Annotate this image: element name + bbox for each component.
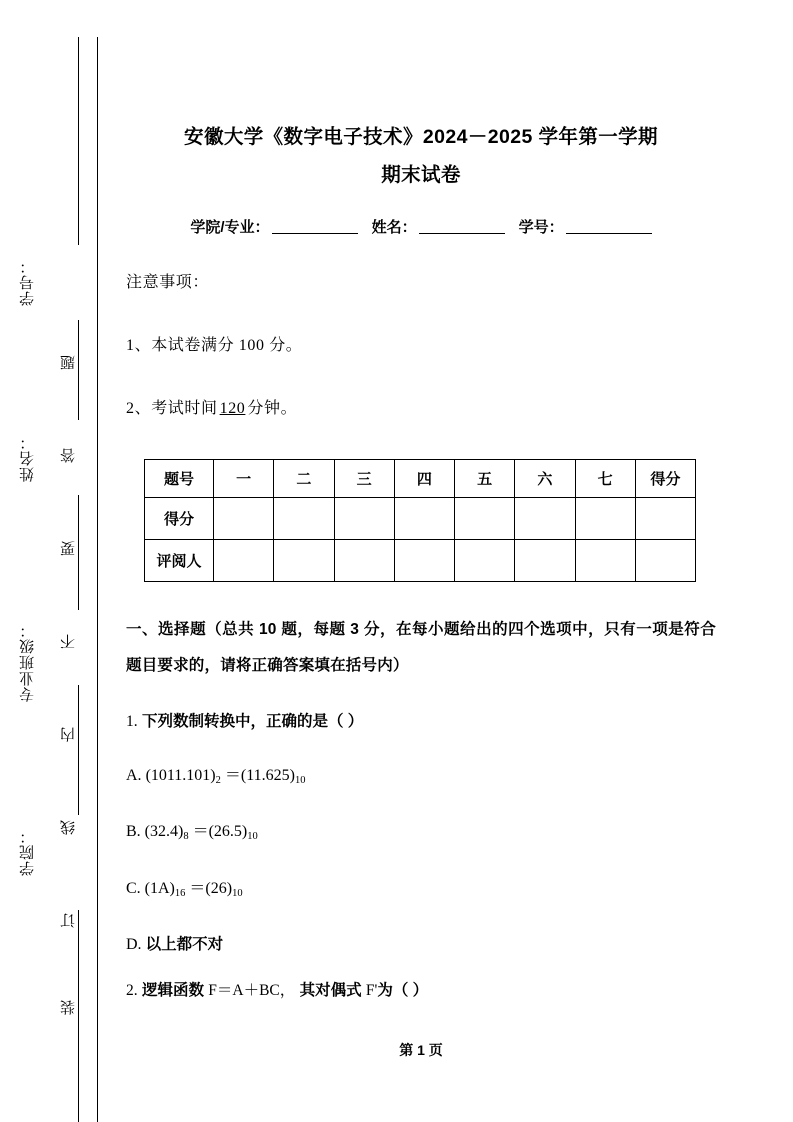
question-2-text-2: 其对偶式 xyxy=(299,982,362,999)
question-1-stem xyxy=(126,684,716,730)
reviewer-cell[interactable] xyxy=(274,540,334,582)
reviewer-cell[interactable] xyxy=(635,540,695,582)
margin-field-college-label: 学院： xyxy=(19,828,36,876)
option-b-equals: ＝ xyxy=(192,823,209,840)
table-row xyxy=(145,498,696,540)
field-college-major-blank[interactable] xyxy=(272,218,358,234)
margin-field-rule-5 xyxy=(78,910,79,1122)
page-number-text: 第 1 页 xyxy=(399,1042,443,1058)
score-cell[interactable] xyxy=(274,498,334,540)
option-b-rhs-sub: 10 xyxy=(247,831,258,842)
field-student-id-blank[interactable] xyxy=(566,218,652,234)
score-cell[interactable] xyxy=(515,498,575,540)
slogan-char-text: 线 xyxy=(61,820,77,835)
option-c-letter: C. xyxy=(126,879,141,897)
margin-field-student-id xyxy=(0,258,56,306)
option-a-rhs: (11.625) xyxy=(240,766,295,784)
margin-field-name xyxy=(0,434,56,482)
score-table-row-header: 得分 xyxy=(145,498,214,540)
slogan-char-text: 装 xyxy=(61,1000,77,1015)
slogan-char-text: 内 xyxy=(61,727,77,742)
score-table xyxy=(144,459,696,582)
reviewer-cell[interactable] xyxy=(455,540,515,582)
option-a-lhs: (1011.101) xyxy=(145,766,216,784)
field-college-major xyxy=(190,216,269,237)
option-a-lhs-sub: 2 xyxy=(215,774,221,786)
question-2-text-1: 逻辑函数 xyxy=(141,982,204,999)
score-table-col-header: 三 xyxy=(334,460,394,498)
slogan-char xyxy=(62,634,86,649)
page-title-line-1: 安徽大学《数字电子技术》2024－2025 学年第一学期 xyxy=(184,126,658,148)
reviewer-cell[interactable] xyxy=(575,540,635,582)
field-student-id-label: 学号： xyxy=(518,219,564,236)
notice-heading: 注意事项： xyxy=(126,274,210,291)
field-name-label: 姓名： xyxy=(371,219,417,236)
question-1-option-b[interactable] xyxy=(126,786,716,843)
page-title xyxy=(126,0,716,194)
margin-field-student-id-label: 学号： xyxy=(19,258,36,306)
field-name xyxy=(372,216,417,237)
question-2-formula-1: F＝A＋BC， xyxy=(208,982,296,999)
field-college-major-label: 学院/专业： xyxy=(190,219,270,236)
question-2-stem xyxy=(126,953,716,999)
slogan-char-text: 答 xyxy=(61,448,77,463)
slogan-char-text: 要 xyxy=(61,541,77,556)
score-table-col-header: 得分 xyxy=(635,460,695,498)
exam-page-body xyxy=(126,0,716,1122)
option-c-lhs-sub: 16 xyxy=(174,887,186,899)
margin-field-name-label: 姓名： xyxy=(19,434,36,482)
notice-item-2-prefix: 2、考试时间 xyxy=(126,400,218,417)
reviewer-cell[interactable] xyxy=(394,540,454,582)
reviewer-cell[interactable] xyxy=(214,540,274,582)
page-title-line-2: 期末试卷 xyxy=(381,164,461,186)
option-d-text: 以上都不对 xyxy=(145,936,224,953)
question-1-text: 下列数制转换中，正确的是（ ） xyxy=(141,713,364,730)
slogan-char-text: 题 xyxy=(61,355,77,370)
notice-item-2-suffix: 分钟。 xyxy=(247,400,298,417)
exam-duration-value: 120 xyxy=(219,400,246,417)
margin-field-rule-4 xyxy=(78,685,79,815)
question-2-formula-2: F' xyxy=(365,982,378,999)
option-b-lhs-sub: 8 xyxy=(183,831,189,842)
binding-margin xyxy=(0,0,98,1122)
score-cell[interactable] xyxy=(334,498,394,540)
option-b-lhs: (32.4) xyxy=(144,823,184,840)
slogan-char xyxy=(62,541,86,556)
slogan-char xyxy=(62,727,86,742)
margin-field-class-label: 专业班级： xyxy=(19,622,36,702)
option-c-equals: ＝ xyxy=(189,879,206,897)
score-cell[interactable] xyxy=(635,498,695,540)
option-b-letter: B. xyxy=(126,823,141,840)
question-1-option-a[interactable] xyxy=(126,730,716,787)
score-table-col-header: 一 xyxy=(214,460,274,498)
margin-field-rule-2 xyxy=(78,320,79,420)
option-a-letter: A. xyxy=(126,766,142,784)
slogan-char-text: 不 xyxy=(61,634,77,649)
score-cell[interactable] xyxy=(214,498,274,540)
score-table-row-header: 题号 xyxy=(145,460,214,498)
field-student-id xyxy=(519,216,564,237)
slogan-char xyxy=(62,820,86,835)
option-b-rhs: (26.5) xyxy=(208,823,248,840)
score-table-row-header: 评阅人 xyxy=(145,540,214,582)
question-1-option-d[interactable] xyxy=(126,899,716,953)
margin-field-rule-1 xyxy=(78,37,79,245)
reviewer-cell[interactable] xyxy=(334,540,394,582)
question-1-index: 1. xyxy=(126,713,138,730)
score-table-col-header: 四 xyxy=(394,460,454,498)
option-c-rhs-sub: 10 xyxy=(232,887,243,899)
binding-vertical-rule xyxy=(97,37,98,1122)
option-d-letter: D. xyxy=(126,936,142,953)
score-cell[interactable] xyxy=(394,498,454,540)
reviewer-cell[interactable] xyxy=(515,540,575,582)
slogan-char xyxy=(62,355,86,370)
question-1-option-c[interactable] xyxy=(126,843,716,900)
option-c-rhs: (26) xyxy=(205,879,233,897)
question-2-text-3: 为（ ） xyxy=(377,982,429,999)
margin-field-class xyxy=(0,622,56,702)
table-row xyxy=(145,460,696,498)
slogan-char xyxy=(62,448,86,463)
notice-item-2 xyxy=(126,401,716,417)
margin-field-college xyxy=(0,828,56,876)
question-2-index: 2. xyxy=(126,982,138,999)
section-heading: 一、选择题（总共 10 题，每题 3 分，在每小题给出的四个选项中，只有一项是符合题目要求的，请将正确答案填在括号内） xyxy=(126,621,716,674)
score-table-col-header: 七 xyxy=(575,460,635,498)
option-c-lhs: (1A) xyxy=(144,879,175,897)
slogan-char xyxy=(62,913,86,928)
score-table-col-header: 五 xyxy=(455,460,515,498)
score-cell[interactable] xyxy=(455,498,515,540)
score-cell[interactable] xyxy=(575,498,635,540)
student-info-row xyxy=(126,216,716,237)
score-table-col-header: 二 xyxy=(274,460,334,498)
option-a-rhs-sub: 10 xyxy=(294,774,306,786)
score-table-col-header: 六 xyxy=(515,460,575,498)
field-name-blank[interactable] xyxy=(419,218,505,234)
table-row xyxy=(145,540,696,582)
slogan-char-text: 订 xyxy=(61,913,77,928)
slogan-char xyxy=(62,1000,86,1015)
notice-item-1: 1、本试卷满分 100 分。 xyxy=(126,337,303,354)
option-a-equals: ＝ xyxy=(224,766,241,784)
page-footer xyxy=(126,1040,716,1060)
